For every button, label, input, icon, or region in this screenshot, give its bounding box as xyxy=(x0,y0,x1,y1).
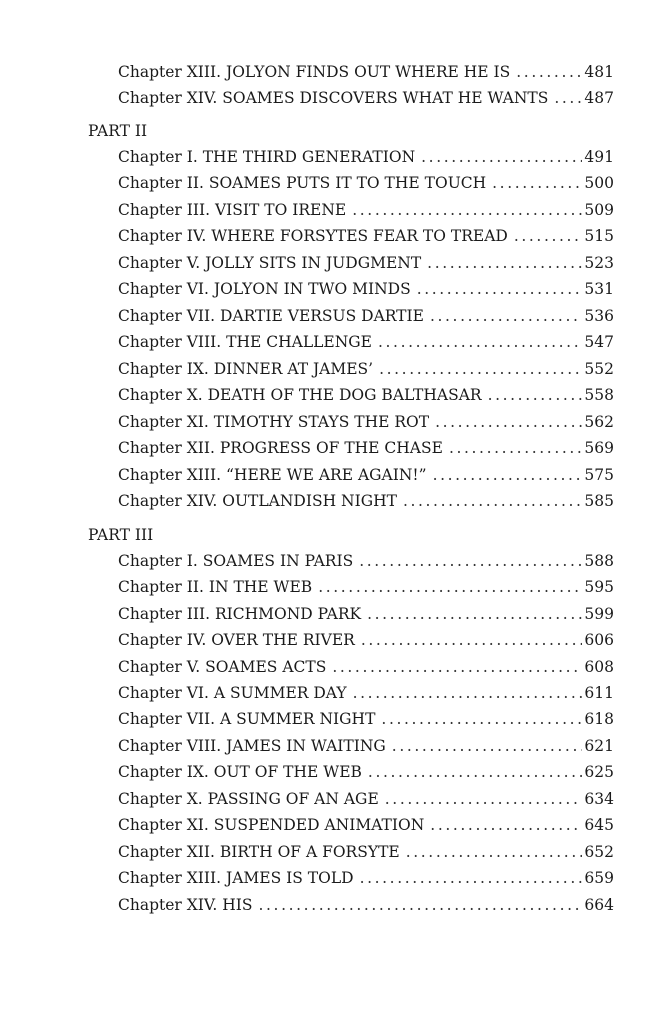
dot-leader xyxy=(433,464,583,486)
toc-entry xyxy=(118,788,614,810)
dot-leader xyxy=(430,814,582,836)
dot-leader xyxy=(435,411,582,433)
toc-entry-page: 634 xyxy=(584,790,614,808)
toc-entry xyxy=(118,172,614,194)
toc-entry-page: 618 xyxy=(584,710,614,728)
dot-leader xyxy=(360,867,583,889)
toc-entry xyxy=(118,550,614,572)
dot-leader xyxy=(417,278,583,300)
toc-entry-page: 652 xyxy=(584,843,614,861)
dot-leader xyxy=(318,576,582,598)
toc-entry xyxy=(118,252,614,274)
toc-entry-title: Chapter VII. A SUMMER NIGHT xyxy=(118,710,376,728)
toc-entry-title: Chapter XIII. JOLYON FINDS OUT WHERE HE IS xyxy=(118,63,511,81)
toc-entry-page: 599 xyxy=(584,605,614,623)
dot-leader xyxy=(368,761,582,783)
toc-entry-page: 547 xyxy=(584,333,614,351)
toc-entry xyxy=(118,761,614,783)
toc-entry-title: Chapter II. IN THE WEB xyxy=(118,578,313,596)
toc-entry-page: 509 xyxy=(584,201,614,219)
toc-entry-title: Chapter IX. DINNER AT JAMES’ xyxy=(118,360,374,378)
toc-entry-page: 611 xyxy=(584,684,614,702)
toc-entry-title: Chapter XIII. JAMES IS TOLD xyxy=(118,869,354,887)
dot-leader xyxy=(259,894,583,916)
toc-entry-page: 606 xyxy=(584,631,614,649)
dot-leader xyxy=(449,437,582,459)
toc-entry xyxy=(118,278,614,300)
toc-entry-title: Chapter II. SOAMES PUTS IT TO THE TOUCH xyxy=(118,174,487,192)
toc-entry-page: 595 xyxy=(584,578,614,596)
toc-entry-title: Chapter XII. PROGRESS OF THE CHASE xyxy=(118,439,443,457)
toc-entry-page: 536 xyxy=(584,307,614,325)
toc-entry-title: Chapter VII. DARTIE VERSUS DARTIE xyxy=(118,307,424,325)
toc-entry-title: Chapter VI. A SUMMER DAY xyxy=(118,684,347,702)
dot-leader xyxy=(514,225,583,247)
toc-entry-page: 515 xyxy=(584,227,614,245)
dot-leader xyxy=(379,358,582,380)
toc-entry xyxy=(118,199,614,221)
toc-entry-title: Chapter VIII. THE CHALLENGE xyxy=(118,333,372,351)
dot-leader xyxy=(353,682,583,704)
dot-leader xyxy=(385,788,583,810)
dot-leader xyxy=(361,629,583,651)
toc-entry-title: Chapter XIV. HIS xyxy=(118,896,253,914)
toc-entry-title: Chapter VI. JOLYON IN TWO MINDS xyxy=(118,280,411,298)
dot-leader xyxy=(488,384,583,406)
toc-entry-page: 575 xyxy=(584,466,614,484)
dot-leader xyxy=(403,490,582,512)
toc-entry-page: 659 xyxy=(584,869,614,887)
dot-leader xyxy=(332,656,582,678)
toc-entry xyxy=(118,814,614,836)
dot-leader xyxy=(367,603,582,625)
toc-entry-title: Chapter IV. WHERE FORSYTES FEAR TO TREAD xyxy=(118,227,508,245)
toc-entry-page: 608 xyxy=(584,658,614,676)
toc-entry-title: Chapter XIII. “HERE WE ARE AGAIN!” xyxy=(118,466,427,484)
dot-leader xyxy=(516,61,582,83)
dot-leader xyxy=(392,735,583,757)
dot-leader xyxy=(492,172,582,194)
toc-entry-title: Chapter XI. TIMOTHY STAYS THE ROT xyxy=(118,413,430,431)
toc-entry-page: 569 xyxy=(584,439,614,457)
toc-entry xyxy=(118,576,614,598)
part-heading: PART III xyxy=(88,526,154,544)
toc-entry xyxy=(118,331,614,353)
toc-entry-page: 558 xyxy=(584,386,614,404)
toc-entry-title: Chapter VIII. JAMES IN WAITING xyxy=(118,737,386,755)
toc-entry xyxy=(118,305,614,327)
toc-entry-title: Chapter XIV. SOAMES DISCOVERS WHAT HE WANTS xyxy=(118,89,549,107)
toc-entry xyxy=(118,464,614,486)
toc-entry xyxy=(118,894,614,916)
toc-entry-title: Chapter I. THE THIRD GENERATION xyxy=(118,148,416,166)
toc-entry-page: 621 xyxy=(584,737,614,755)
toc-entry-title: Chapter IX. OUT OF THE WEB xyxy=(118,763,362,781)
toc-entry xyxy=(118,437,614,459)
toc-entry xyxy=(118,656,614,678)
dot-leader xyxy=(359,550,582,572)
toc-entry xyxy=(118,87,614,109)
toc-entry xyxy=(118,490,614,512)
dot-leader xyxy=(406,841,583,863)
toc-entry-page: 664 xyxy=(584,896,614,914)
toc-entry-page: 487 xyxy=(584,89,614,107)
toc-entry xyxy=(118,708,614,730)
toc-entry xyxy=(118,225,614,247)
toc-entry-title: Chapter I. SOAMES IN PARIS xyxy=(118,552,354,570)
toc-entry-title: Chapter XIV. OUTLANDISH NIGHT xyxy=(118,492,397,510)
toc-entry-title: Chapter XI. SUSPENDED ANIMATION xyxy=(118,816,425,834)
toc-entry-page: 625 xyxy=(584,763,614,781)
toc-entry-page: 531 xyxy=(584,280,614,298)
toc-entry xyxy=(118,411,614,433)
toc-entry-page: 491 xyxy=(584,148,614,166)
toc-entry-title: Chapter III. VISIT TO IRENE xyxy=(118,201,347,219)
part-heading: PART II xyxy=(88,122,148,140)
toc-entry-title: Chapter X. DEATH OF THE DOG BALTHASAR xyxy=(118,386,482,404)
toc-entry-title: Chapter X. PASSING OF AN AGE xyxy=(118,790,379,808)
toc-entry xyxy=(118,841,614,863)
toc-entry-page: 552 xyxy=(584,360,614,378)
toc-entry-title: Chapter V. JOLLY SITS IN JUDGMENT xyxy=(118,254,422,272)
toc-entry-title: Chapter V. SOAMES ACTS xyxy=(118,658,327,676)
toc-entry xyxy=(118,61,614,83)
toc-entry xyxy=(118,146,614,168)
toc-entry-title: Chapter IV. OVER THE RIVER xyxy=(118,631,355,649)
dot-leader xyxy=(378,331,582,353)
toc-entry-page: 481 xyxy=(584,63,614,81)
dot-leader xyxy=(421,146,582,168)
toc-entry xyxy=(118,735,614,757)
dot-leader xyxy=(427,252,582,274)
dot-leader xyxy=(430,305,582,327)
toc-entry xyxy=(118,682,614,704)
toc-entry xyxy=(118,867,614,889)
toc-entry-page: 588 xyxy=(584,552,614,570)
toc-entry xyxy=(118,629,614,651)
toc-entry-page: 500 xyxy=(584,174,614,192)
toc-entry-page: 585 xyxy=(584,492,614,510)
toc-entry xyxy=(118,603,614,625)
dot-leader xyxy=(381,708,582,730)
toc-entry-page: 562 xyxy=(584,413,614,431)
toc-entry xyxy=(118,358,614,380)
dot-leader xyxy=(352,199,582,221)
toc-entry-page: 645 xyxy=(584,816,614,834)
toc-entry-title: Chapter III. RICHMOND PARK xyxy=(118,605,362,623)
toc-entry-page: 523 xyxy=(584,254,614,272)
toc-entry-title: Chapter XII. BIRTH OF A FORSYTE xyxy=(118,843,400,861)
dot-leader xyxy=(554,87,582,109)
toc-entry xyxy=(118,384,614,406)
